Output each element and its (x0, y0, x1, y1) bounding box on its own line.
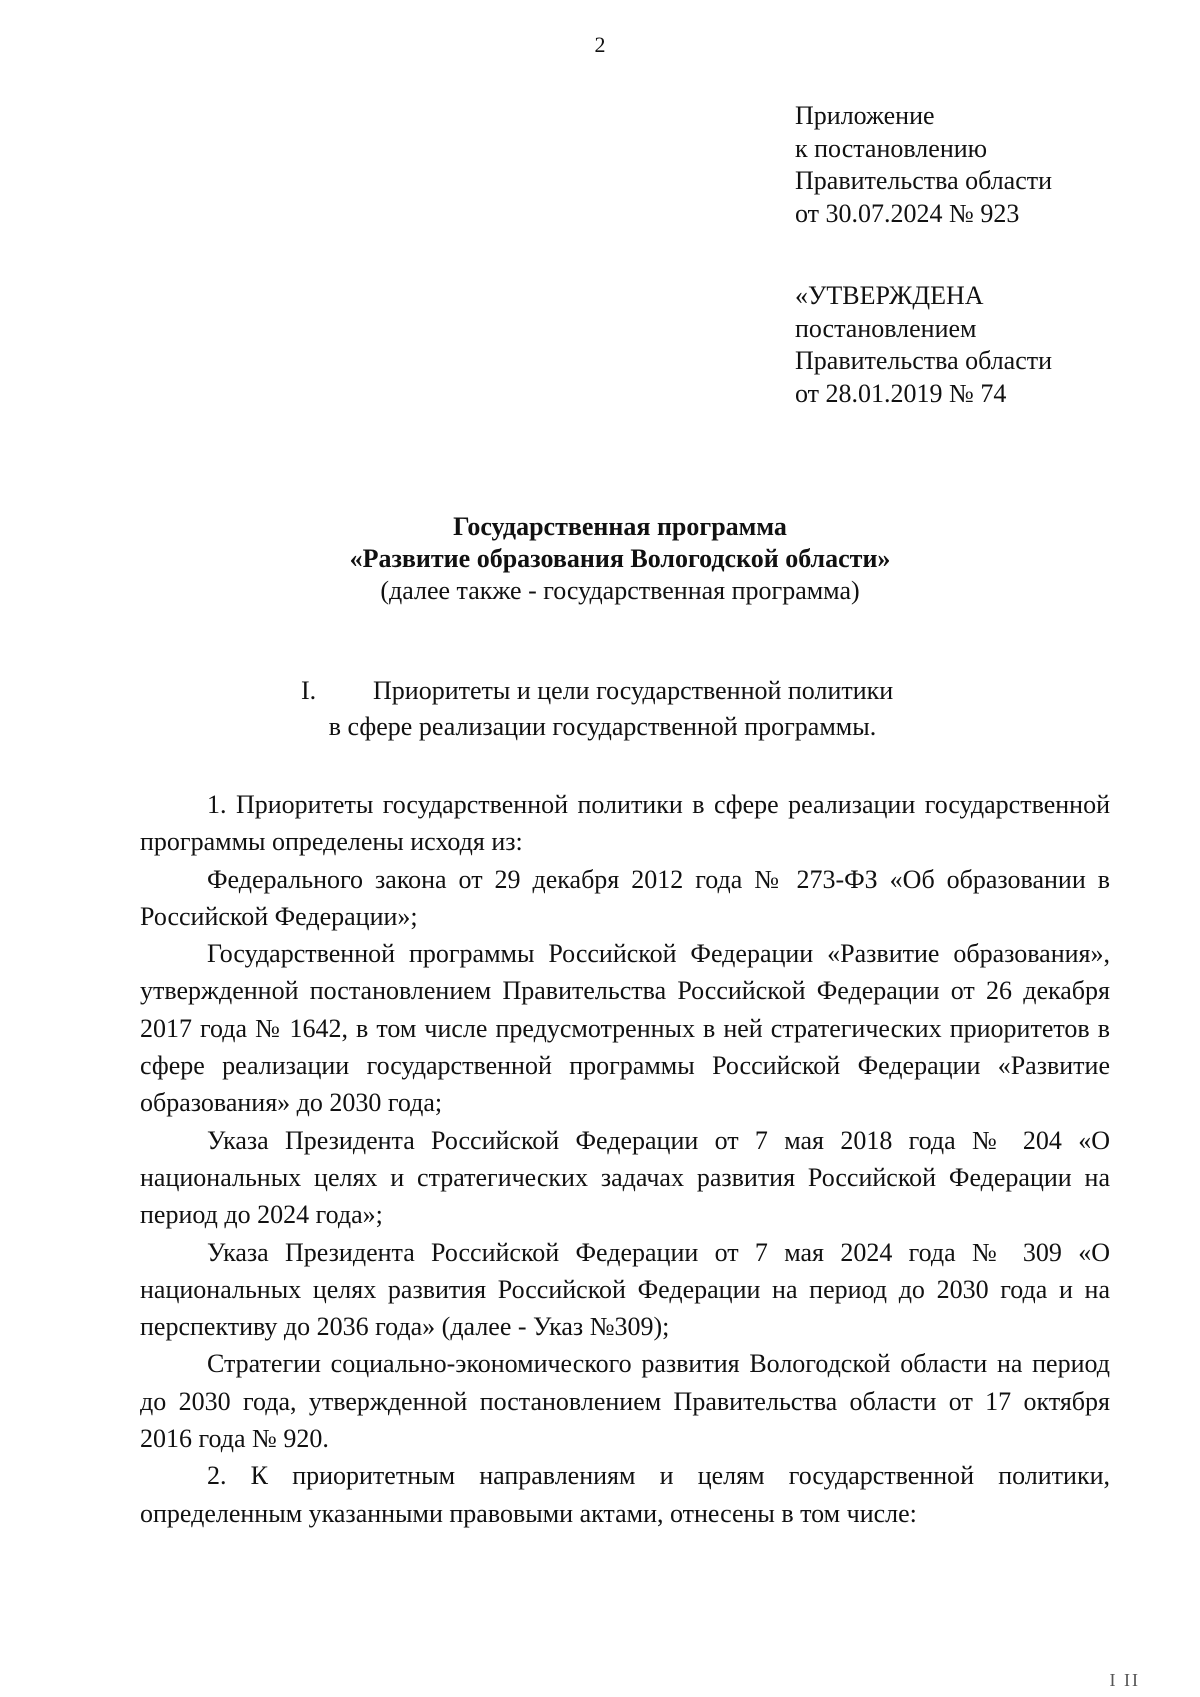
paragraph: Указа Президента Российской Федерации от 7 мая 2018 года № 204 «О национальных целях и стратегических задачах развития Российской Федерации на период до 2024 года»; (140, 1125, 1110, 1230)
approval-line: «УТВЕРЖДЕНА (795, 281, 984, 310)
approval-line: постановлением (795, 313, 977, 343)
paragraph: Стратегии социально-экономического развития Вологодской области на период до 2030 года, утвержденной постановлением Правительства области от 17 октября 2016 года № 920. (140, 1349, 1110, 1454)
document-title (0, 511, 1200, 607)
approval-line: Правительства области (795, 346, 1053, 375)
corner-mark: I II (1109, 1670, 1140, 1690)
paragraph: 2. К приоритетным направлениям и целям государственной политики, определенным указанными правовыми актами, отнесены в том числе: (140, 1461, 1110, 1528)
appendix-line: к постановлению (795, 133, 988, 163)
appendix-line: Правительства области (795, 166, 1053, 195)
body-text (140, 786, 1110, 1532)
approval-block (795, 280, 1052, 410)
appendix-line: Приложение (795, 101, 935, 130)
section-number: I. (301, 676, 317, 705)
title-line-2: «Развитие образования Вологодской области» (349, 544, 891, 573)
section-title-line-2: в сфере реализации государственной программы. (328, 712, 877, 741)
paragraph: 1. Приоритеты государственной политики в сфере реализации государственной программы определены исходя из: (140, 790, 1110, 857)
appendix-line: от 30.07.2024 № 923 (795, 198, 1020, 228)
appendix-block (795, 100, 1052, 230)
title-line-1: Государственная программа (453, 512, 787, 541)
section-heading (0, 673, 1200, 745)
paragraph: Указа Президента Российской Федерации от 7 мая 2024 года № 309 «О национальных целях развития Российской Федерации на период до 2030 года и на перспективу до 2036 года» (далее - Указ №309); (140, 1237, 1110, 1342)
section-title-line-1: Приоритеты и цели государственной политики (373, 676, 894, 705)
paragraph: Государственной программы Российской Федерации «Развитие образования», утвержденной постановлением Правительства Российской Федерации от 26 декабря 2017 года № 1642, в том числе предусмотренных в ней стратегических приоритетов в сфере реализации государственной программы Российской Федерации «Развитие образования» до 2030 года; (140, 939, 1110, 1118)
title-line-3: (далее также - государственная программа) (380, 576, 860, 605)
paragraph: Федерального закона от 29 декабря 2012 года № 273-ФЗ «Об образовании в Российской Федерации»; (140, 864, 1110, 931)
approval-line: от 28.01.2019 № 74 (795, 378, 1007, 408)
page-number: 2 (594, 32, 606, 57)
